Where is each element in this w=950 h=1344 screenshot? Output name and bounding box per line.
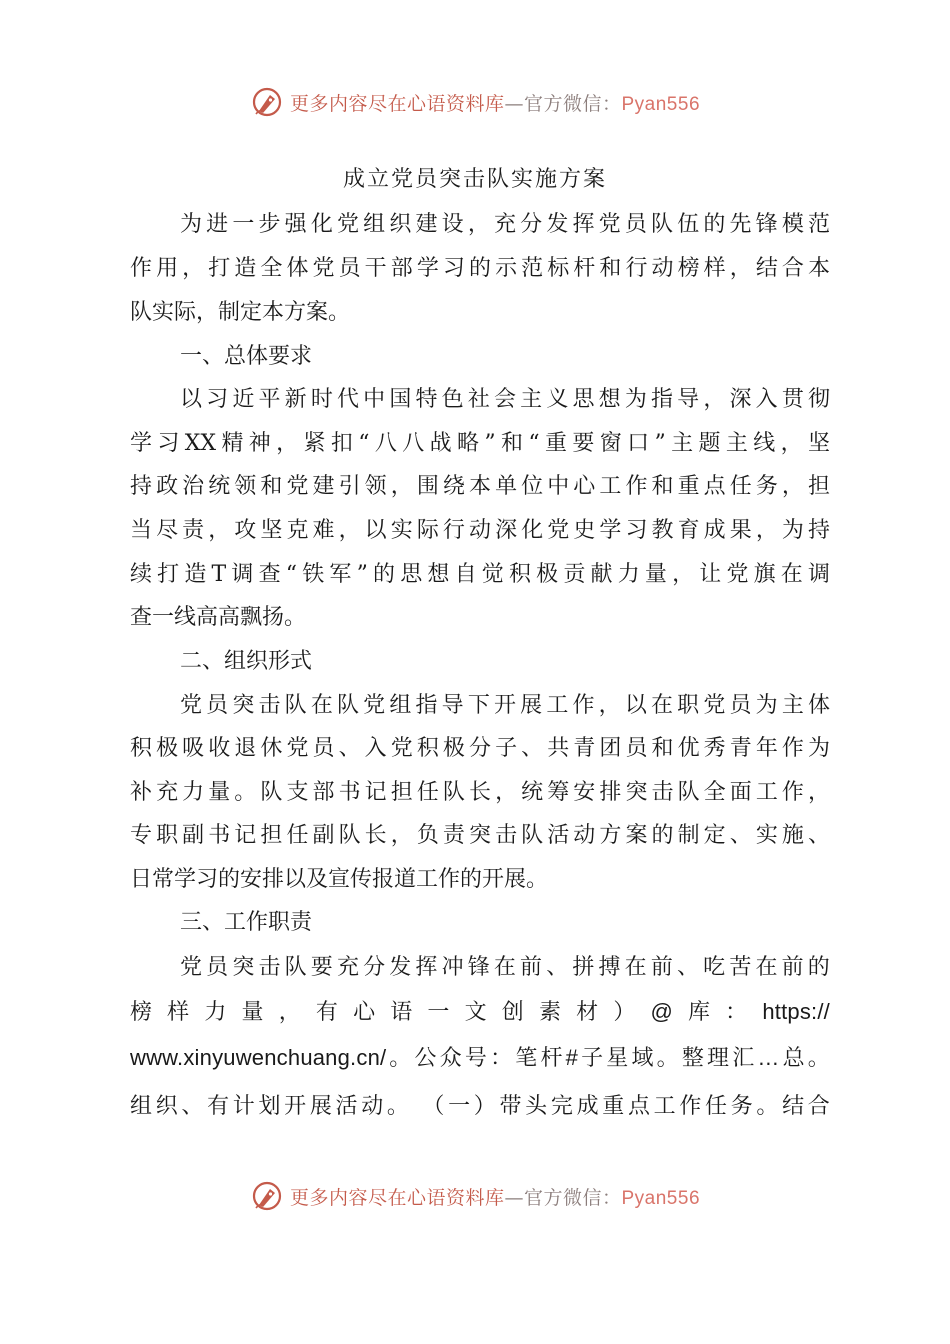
body-line: 党员突击队要充分发挥冲锋在前、拼搏在前、吃苦在前的 [180, 954, 830, 979]
body-line: 队实际，制定本方案。 [130, 300, 351, 325]
body-line: 日常学习的安排以及宣传报道工作的开展。 [130, 867, 549, 892]
body-line: 查一线高高飘扬。 [130, 605, 307, 630]
body-line: 当尽责，攻坚克难，以实际行动深化党史学习教育成果，为持 [130, 518, 830, 543]
body-line: 专职副书记担任副队长，负责突击队活动方案的制定、实施、 [130, 823, 830, 848]
body-line: 榜样力量，有心语一文创素材）@库：https:// [130, 999, 830, 1024]
watermark-separator: — [504, 1186, 524, 1209]
watermark-separator: — [504, 92, 524, 115]
watermark-site-text: 更多内容尽在心语资料库 [289, 1186, 505, 1209]
body-line: 补充力量。队支部书记担任队长，统筹安排突击队全面工作， [130, 780, 830, 805]
watermark-content [250, 1179, 700, 1213]
body-line: 续打造T调查“铁军”的思想自觉积极贡献力量，让党旗在调 [130, 562, 830, 587]
pen-nib-circle-icon [250, 85, 284, 119]
pen-nib-circle-icon [250, 1179, 284, 1213]
watermark-banner-bottom [0, 1176, 950, 1216]
watermark-wechat-label: 官方微信： [523, 1186, 622, 1209]
body-line: 为进一步强化党组织建设，充分发挥党员队伍的先锋模范 [180, 212, 830, 237]
section-heading: 一、总体要求 [180, 344, 313, 369]
body-line: 学习XX精神，紧扣“八八战略”和“重要窗口”主题主线，坚 [130, 431, 830, 456]
body-line: www.xinyuwenchuang.cn/。公众号：笔杆#子星域。整理汇…总。 [130, 1045, 830, 1070]
body-line: 持政治统领和党建引领，围绕本单位中心工作和重点任务，担 [130, 474, 830, 499]
body-line: 作用，打造全体党员干部学习的示范标杆和行动榜样，结合本 [130, 256, 830, 281]
watermark-content [250, 85, 700, 119]
body-line: 组织、有计划开展活动。 （一）带头完成重点工作任务。结合 [130, 1093, 830, 1118]
watermark-banner-top [0, 82, 950, 122]
watermark-site-text: 更多内容尽在心语资料库 [289, 92, 505, 115]
section-heading: 二、组织形式 [180, 649, 313, 674]
body-line: 党员突击队在队党组指导下开展工作，以在职党员为主体 [180, 693, 830, 718]
watermark-wechat-account: Pyan556 [621, 93, 701, 115]
watermark-wechat-account: Pyan556 [621, 1187, 701, 1209]
watermark-text [290, 1183, 700, 1210]
watermark-wechat-label: 官方微信： [523, 92, 622, 115]
watermark-text [290, 89, 700, 116]
section-heading: 三、工作职责 [180, 910, 313, 935]
document-title: 成立党员突击队实施方案 [342, 167, 607, 192]
body-line: 以习近平新时代中国特色社会主义思想为指导，深入贯彻 [180, 387, 830, 412]
body-line: 积极吸收退休党员、入党积极分子、共青团员和优秀青年作为 [130, 736, 830, 761]
